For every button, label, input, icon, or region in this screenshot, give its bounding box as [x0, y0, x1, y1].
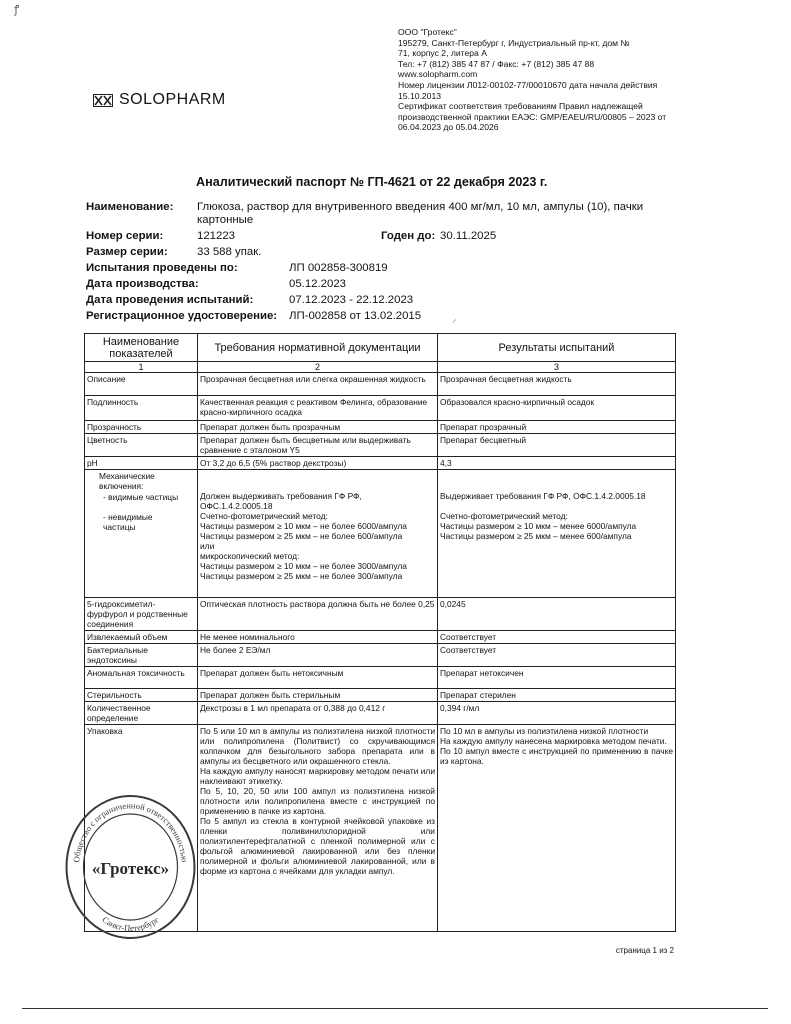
table-row — [85, 702, 676, 725]
row-requirement: Препарат должен быть нетоксичным — [198, 667, 438, 689]
series-label: Номер серии: — [86, 230, 164, 242]
row-requirement: От 3,2 до 6,5 (5% раствор декстрозы) — [198, 457, 438, 470]
company-certificate: Сертификат соответствия требованиям Правил надлежащей производственной практики ЕАЭС: GMP/EAEU/RU/00805 – 2023 от 06.04.2023 до 05.04.2026 — [398, 101, 667, 133]
company-stamp — [63, 792, 198, 942]
table-row — [85, 631, 676, 644]
row-name: Прозрачность — [85, 421, 198, 434]
document-title: Аналитический паспорт № ГП-4621 от 22 декабря 2023 г. — [196, 175, 548, 189]
company-name: ООО "Гротекс" — [398, 27, 457, 37]
table-header-row — [85, 334, 676, 362]
testing-date-label: Дата проведения испытаний: — [86, 294, 254, 306]
table-row — [85, 434, 676, 457]
stamp-ring-bottom: Санкт-Петербург — [100, 914, 161, 934]
table-row — [85, 373, 676, 396]
registration-label: Регистрационное удостоверение: — [86, 310, 278, 322]
row-requirement: Декстрозы в 1 мл препарата от 0,388 до 0,412 г — [198, 702, 438, 725]
table-number-row — [85, 362, 676, 373]
row-requirement: Прозрачная бесцветная или слегка окрашенная жидкость — [198, 373, 438, 396]
table-row — [85, 396, 676, 421]
row-result: Препарат прозрачный — [438, 421, 676, 434]
table-row — [85, 421, 676, 434]
size-label: Размер серии: — [86, 246, 168, 258]
row-name: Аномальная токсичность — [85, 667, 198, 689]
company-phone: Тел: +7 (812) 385 47 87 / Факс: +7 (812) 385 47 88 — [398, 58, 595, 69]
row-requirement: Препарат должен быть стерильным — [198, 689, 438, 702]
row-name: Бактериальные эндотоксины — [85, 644, 198, 667]
size-value: 33 588 упак. — [197, 246, 262, 258]
row-requirement — [198, 470, 438, 598]
pack-res-2: На каждую ампулу нанесена маркировка методом печати. — [440, 736, 667, 746]
tick-mark: ⸝ — [452, 314, 457, 324]
production-label: Дата производства: — [86, 278, 199, 290]
row-name: Стерильность — [85, 689, 198, 702]
row-result: 0,0245 — [438, 598, 676, 631]
mech-req-method-2: микроскопический метод: — [200, 551, 300, 561]
header-requirements: Требования нормативной документации — [198, 334, 438, 362]
row-requirement — [198, 725, 438, 932]
company-website: www.solopharm.com — [398, 69, 478, 80]
row-requirement: Не более 2 ЕЭ/мл — [198, 644, 438, 667]
row-requirement: Препарат должен быть бесцветным или выдерживать сравнение с эталоном Y5 — [198, 434, 438, 457]
pack-req-3: По 5, 10, 20, 50 или 100 ампул из полиэтилена низкой плотности или полипропилена вместе с инструкцией по применению в пачке из картона. — [200, 786, 435, 816]
mech-visible: - видимые частицы — [103, 492, 179, 502]
company-info — [398, 27, 673, 133]
company-address-2: 71, корпус 2, литера А — [398, 48, 487, 59]
name-label: Наименование: — [86, 201, 174, 213]
stamp-center-text: «Гротекс» — [91, 859, 170, 878]
pack-req-2: На каждую ампулу наносят маркировку методом печати или наклеивают этикетку. — [200, 766, 435, 786]
logo-text: SOLOPHARM — [119, 91, 226, 108]
production-value: 05.12.2023 — [289, 278, 347, 290]
table-row — [85, 457, 676, 470]
table-row-mechanical-inclusions — [85, 470, 676, 598]
column-number: 2 — [198, 362, 438, 373]
registration-value: ЛП-002858 от 13.02.2015 — [289, 310, 422, 322]
pack-req-1: По 5 или 10 мл в ампулы из полиэтилена низкой плотности или полипропилена (Политвист) со скручивающимся колпачком для безыгольного забора препарата или в ампулы из бесцветного или окрашенного стекла. — [200, 726, 435, 766]
row-result: 0,394 г/мл — [438, 702, 676, 725]
expiry-value: 30.11.2025 — [440, 230, 497, 242]
table-row — [85, 667, 676, 689]
row-name: Подлинность — [85, 396, 198, 421]
mech-req-p4: Частицы размером ≥ 25 мкм – не более 300/ампула — [200, 571, 403, 581]
mech-req-method-1: Счетно-фотометрический метод: — [200, 511, 328, 521]
row-result — [438, 470, 676, 598]
page-number: страница 1 из 2 — [615, 946, 674, 955]
mech-req-p3: Частицы размером ≥ 10 мкм – не более 3000/ампула — [200, 561, 407, 571]
mech-res-visible: Выдерживает требования ГФ РФ, ОФС.1.4.2.0005.18 — [440, 491, 646, 501]
row-requirement: Качественная реакция с реактивом Фелинга, образование красно-кирпичного осадка — [198, 396, 438, 421]
mech-req-or: или — [200, 541, 215, 551]
row-name: 5-гидроксиметил-фурфурол и родственные соединения — [85, 598, 198, 631]
row-name: Упаковка — [85, 725, 198, 932]
tested-by-value: ЛП 002858-300819 — [289, 262, 388, 274]
column-number: 3 — [438, 362, 676, 373]
solopharm-logo-icon — [93, 94, 113, 107]
solopharm-logo — [93, 91, 226, 109]
tested-by-label: Испытания проведены по: — [86, 262, 238, 274]
mech-res-p2: Частицы размером ≥ 25 мкм – менее 600/ампула — [440, 531, 632, 541]
row-result: Соответствует — [438, 644, 676, 667]
testing-date-value: 07.12.2023 - 22.12.2023 — [289, 294, 414, 306]
row-result: 4,3 — [438, 457, 676, 470]
mech-req-visible: Должен выдерживать требования ГФ РФ, ОФС.1.4.2.0005.18 — [200, 491, 362, 511]
pack-res-1: По 10 мл в ампулы из полиэтилена низкой плотности — [440, 726, 649, 736]
row-requirement: Оптическая плотность раствора должна быть не более 0,25 — [198, 598, 438, 631]
row-result: Препарат стерилен — [438, 689, 676, 702]
company-license: Номер лицензии Л012-00102-77/00010670 дата начала действия 15.10.2013 — [398, 79, 658, 101]
row-result: Соответствует — [438, 631, 676, 644]
mech-req-p2: Частицы размером ≥ 25 мкм – не более 600/ампула — [200, 531, 403, 541]
row-name: Количественное определение — [85, 702, 198, 725]
mech-res-method: Счетно-фотометрический метод: — [440, 511, 568, 521]
mech-title: Механические включения: — [99, 471, 155, 491]
row-result: Образовался красно-кирпичный осадок — [438, 396, 676, 421]
mech-invisible: - невидимые частицы — [103, 512, 153, 532]
name-value: Глюкоза, раствор для внутривенного введения 400 мг/мл, 10 мл, ампулы (10), пачки картонные — [197, 201, 644, 226]
header-results: Результаты испытаний — [438, 334, 676, 362]
pack-req-4: По 5 ампул из стекла в контурной ячейковой упаковке из пленки поливинилхлоридной или полиэтилентерефталатной с пленкой полимерной или с фольгой алюминиевой лакированной или без пленки полимерной и фольги алюминиевой лакированной, или в форме из картона с ячейками для укладки ампул. — [200, 816, 435, 876]
row-result: Препарат нетоксичен — [438, 667, 676, 689]
row-requirement: Не менее номинального — [198, 631, 438, 644]
row-name: Описание — [85, 373, 198, 396]
stamp-ring-top: Общество с ограниченной ответственностью — [71, 800, 190, 863]
row-name: Цветность — [85, 434, 198, 457]
mech-res-p1: Частицы размером ≥ 10 мкм – менее 6000/ампула — [440, 521, 637, 531]
table-row — [85, 689, 676, 702]
corner-mark: ꝭ — [14, 4, 20, 16]
footer-line — [22, 1008, 768, 1009]
column-number: 1 — [85, 362, 198, 373]
mech-req-p1: Частицы размером ≥ 10 мкм – не более 6000/ампула — [200, 521, 407, 531]
row-requirement: Препарат должен быть прозрачным — [198, 421, 438, 434]
row-name — [85, 470, 198, 598]
row-result — [438, 725, 676, 932]
row-result: Прозрачная бесцветная жидкость — [438, 373, 676, 396]
header-indicators: Наименование показателей — [85, 334, 198, 362]
row-result: Препарат бесцветный — [438, 434, 676, 457]
row-name: Извлекаемый объем — [85, 631, 198, 644]
pack-res-3: По 10 ампул вместе с инструкцией по применению в пачке из картона. — [440, 746, 673, 766]
expiry-label: Годен до: — [381, 230, 436, 242]
series-value: 121223 — [197, 230, 236, 242]
row-name: pH — [85, 457, 198, 470]
table-row — [85, 644, 676, 667]
company-address-1: 195279, Санкт-Петербург г, Индустриальный пр-кт, дом № — [398, 37, 630, 48]
table-row — [85, 598, 676, 631]
